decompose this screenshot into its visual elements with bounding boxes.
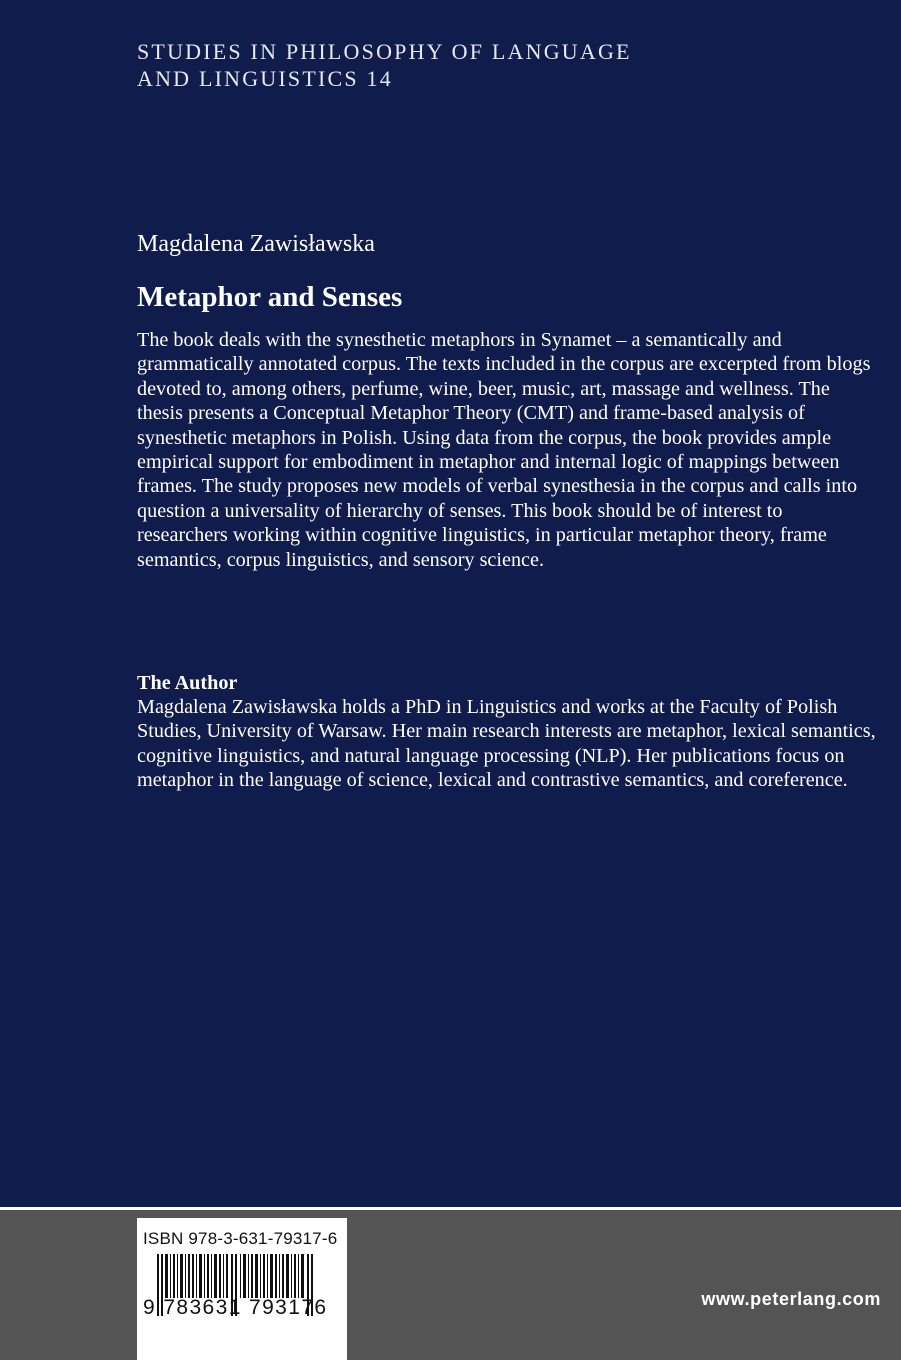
author-name: Magdalena Zawisławska (137, 231, 375, 257)
isbn-label: ISBN 978-3-631-79317-6 (143, 1229, 338, 1248)
book-description: The book deals with the synesthetic metaphors in Synamet – a semantically and grammatically annotated corpus. The texts included in the corpus are excerpted from blogs devoted to, among others, perfume, wine, beer, music, art, massage and wellness. The thesis presents a Conceptual Metaphor Theory (CMT) and frame-based analysis of synesthetic metaphors in Polish. Using data from the corpus, the book provides ample empirical support for embodiment in metaphor and internal logic of mappings between frames. The study proposes new models of verbal synesthesia in the corpus and calls into question a universality of hierarchy of senses. This book should be of interest to researchers working within cognitive linguistics, in particular metaphor theory, frame semantics, corpus linguistics, and sensory science. (137, 329, 871, 571)
footer-band (0, 1210, 901, 1360)
book-title: Metaphor and Senses (137, 281, 403, 313)
series-title (137, 38, 632, 92)
series-line-1: STUDIES IN PHILOSOPHY OF LANGUAGE (137, 39, 632, 64)
publisher-website[interactable]: www.peterlang.com (701, 1289, 881, 1309)
series-line-2: AND LINGUISTICS 14 (137, 66, 393, 91)
about-author-heading: The Author (137, 672, 238, 694)
about-author-text: Magdalena Zawisławska holds a PhD in Linguistics and works at the Faculty of Polish Studies, University of Warsaw. Her main research interests are metaphor, lexical semantics, cognitive linguistics, and natural language processing (NLP). Her publications focus on metaphor in the language of science, lexical and contrastive semantics, and coreference. (137, 696, 876, 792)
barcode-number: 9 783631 793176 (143, 1296, 328, 1319)
